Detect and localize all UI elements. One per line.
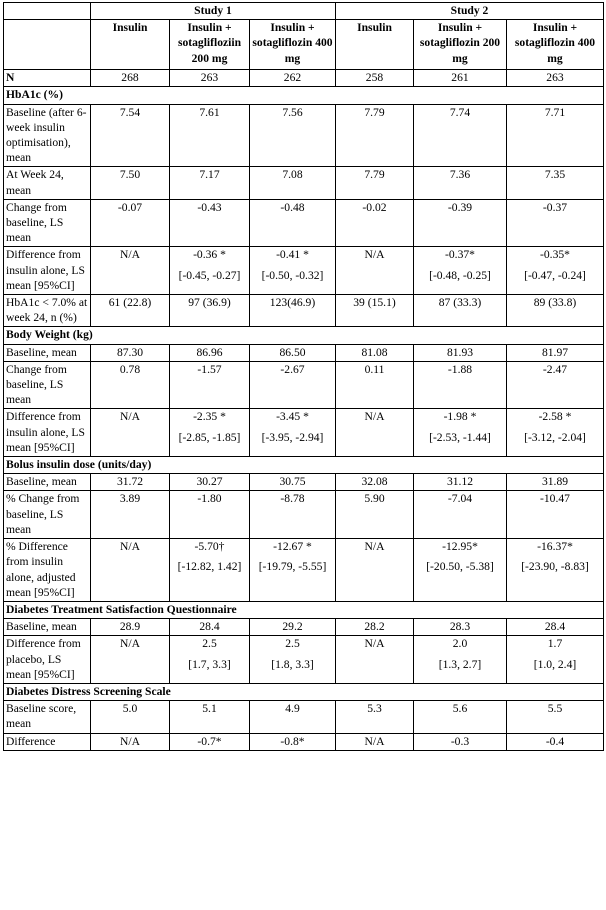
cell-estimate: 0.78 bbox=[119, 362, 141, 376]
cell-value bbox=[414, 474, 507, 491]
table-row bbox=[4, 167, 604, 199]
cell-value bbox=[507, 247, 604, 295]
table-row bbox=[4, 409, 604, 457]
row-label: Difference from placebo, LS mean [95%CI] bbox=[4, 636, 91, 684]
cell-ci: [1.3, 2.7] bbox=[438, 657, 482, 671]
cell-estimate: -0.3 bbox=[450, 734, 470, 748]
cell-estimate: 31.89 bbox=[541, 475, 569, 489]
cell-estimate: N/A bbox=[120, 248, 140, 262]
cell-estimate: -10.47 bbox=[540, 492, 570, 506]
cell-ci: [-0.45, -0.27] bbox=[178, 268, 241, 282]
cell-estimate: N/A bbox=[364, 410, 385, 424]
section-title: Diabetes Treatment Satisfaction Questionnaire bbox=[4, 601, 604, 618]
cell-value bbox=[250, 167, 336, 199]
column-header: Insulin + sotagliflozin 200 mg bbox=[414, 20, 507, 70]
row-label: % Difference from insulin alone, adjusted mean [95%CI] bbox=[4, 539, 91, 602]
row-label: Change from baseline, LS mean bbox=[4, 199, 91, 247]
cell-value bbox=[336, 474, 414, 491]
cell-value bbox=[250, 733, 336, 750]
table-row bbox=[4, 733, 604, 750]
cell-value bbox=[91, 247, 170, 295]
cell-estimate: N/A bbox=[364, 734, 385, 748]
cell-estimate: 81.08 bbox=[361, 345, 388, 359]
study-header-row bbox=[4, 3, 604, 20]
section-title: Diabetes Distress Screening Scale bbox=[4, 683, 604, 700]
cell-estimate: -2.58 * bbox=[538, 410, 572, 424]
cell-value bbox=[91, 701, 170, 733]
column-header-row bbox=[4, 20, 604, 70]
cell-estimate: 86.50 bbox=[279, 345, 306, 359]
cell-ci: [-0.47, -0.24] bbox=[524, 268, 586, 282]
cell-estimate: 28.3 bbox=[449, 620, 471, 634]
cell-value bbox=[170, 167, 250, 199]
column-header: Insulin + sotagliflozin 400 mg bbox=[250, 20, 336, 70]
section-header-hba1c bbox=[4, 87, 604, 104]
cell-estimate: -1.80 bbox=[197, 492, 222, 506]
cell-estimate: 4.9 bbox=[285, 702, 300, 716]
cell-value bbox=[414, 295, 507, 327]
n-value: 263 bbox=[170, 70, 250, 87]
cell-estimate: -0.07 bbox=[117, 200, 143, 214]
cell-estimate: N/A bbox=[120, 734, 140, 748]
cell-estimate: 97 (36.9) bbox=[188, 296, 231, 310]
cell-value bbox=[170, 409, 250, 457]
cell-value bbox=[170, 619, 250, 636]
cell-estimate: 28.4 bbox=[199, 620, 220, 634]
row-label: HbA1c < 7.0% at week 24, n (%) bbox=[4, 295, 91, 327]
cell-value bbox=[507, 361, 604, 409]
cell-value bbox=[507, 199, 604, 247]
cell-value bbox=[414, 344, 507, 361]
cell-value bbox=[250, 409, 336, 457]
cell-estimate: 7.54 bbox=[119, 105, 141, 119]
cell-estimate: 7.71 bbox=[544, 105, 566, 119]
cell-ci: [-12.82, 1.42] bbox=[177, 560, 242, 574]
cell-estimate: -12.95* bbox=[442, 540, 478, 554]
cell-ci: [1.8, 3.3] bbox=[271, 657, 314, 671]
cell-value bbox=[250, 344, 336, 361]
row-label: Baseline (after 6-week insulin optimisation), mean bbox=[4, 104, 91, 167]
cell-estimate: 5.6 bbox=[452, 702, 468, 716]
cell-estimate: 7.08 bbox=[282, 168, 303, 182]
row-label: At Week 24, mean bbox=[4, 167, 91, 199]
cell-estimate: 31.12 bbox=[446, 475, 474, 489]
cell-value bbox=[170, 491, 250, 539]
cell-value bbox=[250, 701, 336, 733]
cell-ci: [1.0, 2.4] bbox=[533, 657, 577, 671]
cell-estimate: -12.67 * bbox=[273, 540, 312, 554]
cell-value bbox=[336, 733, 414, 750]
cell-estimate: 89 (33.8) bbox=[533, 296, 577, 310]
table-row bbox=[4, 636, 604, 684]
cell-estimate: 7.79 bbox=[364, 105, 385, 119]
section-header-ddss bbox=[4, 683, 604, 700]
cell-estimate: -2.35 * bbox=[193, 410, 226, 424]
cell-value bbox=[336, 361, 414, 409]
section-header-bolus bbox=[4, 457, 604, 474]
cell-value bbox=[91, 733, 170, 750]
cell-value bbox=[414, 247, 507, 295]
n-value: 261 bbox=[414, 70, 507, 87]
cell-value bbox=[336, 491, 414, 539]
cell-value bbox=[250, 619, 336, 636]
cell-estimate: -1.98 * bbox=[443, 410, 477, 424]
cell-estimate: -3.45 * bbox=[276, 410, 309, 424]
cell-ci: [-23.90, -8.83] bbox=[521, 560, 589, 574]
cell-value bbox=[414, 361, 507, 409]
cell-estimate: 7.17 bbox=[199, 168, 220, 182]
cell-value bbox=[414, 701, 507, 733]
cell-value bbox=[170, 247, 250, 295]
cell-estimate: -0.39 bbox=[447, 200, 473, 214]
cell-value bbox=[414, 491, 507, 539]
cell-estimate: 87 (33.3) bbox=[438, 296, 482, 310]
cell-estimate: 7.35 bbox=[544, 168, 566, 182]
cell-estimate: 81.93 bbox=[446, 345, 474, 359]
cell-value bbox=[91, 474, 170, 491]
cell-value bbox=[91, 361, 170, 409]
cell-ci: [-2.85, -1.85] bbox=[178, 430, 241, 444]
cell-estimate: 3.89 bbox=[119, 492, 141, 506]
cell-estimate: 86.96 bbox=[196, 345, 223, 359]
cell-value bbox=[507, 619, 604, 636]
cell-ci: [-0.48, -0.25] bbox=[429, 268, 491, 282]
cell-value bbox=[336, 619, 414, 636]
cell-value bbox=[170, 733, 250, 750]
cell-value bbox=[414, 167, 507, 199]
cell-value bbox=[336, 295, 414, 327]
cell-estimate: -0.02 bbox=[362, 200, 387, 214]
cell-estimate: -0.35* bbox=[540, 248, 570, 262]
table-row bbox=[4, 474, 604, 491]
cell-estimate: 5.1 bbox=[202, 702, 217, 716]
table-row bbox=[4, 619, 604, 636]
cell-value bbox=[250, 361, 336, 409]
cell-estimate: -7.04 bbox=[447, 492, 473, 506]
table-row bbox=[4, 361, 604, 409]
row-label: Difference from insulin alone, LS mean [95%CI] bbox=[4, 409, 91, 457]
cell-value bbox=[414, 199, 507, 247]
cell-estimate: -0.8* bbox=[280, 734, 305, 748]
cell-ci: [-19.79, -5.55] bbox=[258, 560, 327, 574]
cell-value bbox=[250, 199, 336, 247]
cell-estimate: -0.4 bbox=[545, 734, 565, 748]
row-label: Baseline score, mean bbox=[4, 701, 91, 733]
cell-estimate: 28.4 bbox=[544, 620, 566, 634]
cell-value bbox=[91, 199, 170, 247]
cell-estimate: 7.50 bbox=[119, 168, 141, 182]
cell-value bbox=[170, 344, 250, 361]
row-label: Baseline, mean bbox=[4, 474, 91, 491]
cell-value bbox=[170, 636, 250, 684]
cell-estimate: 39 (15.1) bbox=[353, 296, 396, 310]
cell-value bbox=[414, 733, 507, 750]
cell-value bbox=[250, 247, 336, 295]
study2-header: Study 2 bbox=[336, 3, 604, 20]
cell-value bbox=[250, 539, 336, 602]
cell-estimate: 5.90 bbox=[364, 492, 385, 506]
cell-estimate: 61 (22.8) bbox=[108, 296, 152, 310]
cell-estimate: N/A bbox=[364, 540, 385, 554]
cell-estimate: -2.47 bbox=[542, 362, 568, 376]
cell-estimate: -1.57 bbox=[197, 362, 222, 376]
cell-value bbox=[507, 344, 604, 361]
cell-estimate: -0.37* bbox=[445, 248, 475, 262]
cell-value bbox=[250, 636, 336, 684]
cell-value bbox=[91, 491, 170, 539]
cell-estimate: -8.78 bbox=[280, 492, 305, 506]
cell-estimate: 5.5 bbox=[547, 702, 563, 716]
row-label: Baseline, mean bbox=[4, 619, 91, 636]
cell-estimate: 123(46.9) bbox=[269, 296, 316, 310]
cell-estimate: 2.5 bbox=[202, 637, 217, 651]
cell-value bbox=[336, 344, 414, 361]
column-header: Insulin + sotagliflozin 400 mg bbox=[507, 20, 604, 70]
cell-estimate: 5.3 bbox=[367, 702, 382, 716]
n-value: 268 bbox=[91, 70, 170, 87]
cell-estimate: 29.2 bbox=[282, 620, 303, 634]
cell-estimate: -16.37* bbox=[537, 540, 573, 554]
cell-value bbox=[507, 409, 604, 457]
cell-estimate: 28.2 bbox=[364, 620, 385, 634]
column-header: Insulin bbox=[91, 20, 170, 70]
cell-estimate: N/A bbox=[364, 637, 385, 651]
cell-value bbox=[414, 539, 507, 602]
cell-estimate: 2.0 bbox=[452, 637, 468, 651]
cell-value bbox=[170, 295, 250, 327]
cell-estimate: 28.9 bbox=[119, 620, 141, 634]
cell-estimate: 5.0 bbox=[122, 702, 138, 716]
cell-ci: [-3.12, -2.04] bbox=[524, 430, 586, 444]
cell-estimate: 0.11 bbox=[364, 362, 385, 376]
cell-value bbox=[250, 295, 336, 327]
cell-value bbox=[170, 539, 250, 602]
n-value: 262 bbox=[250, 70, 336, 87]
cell-value bbox=[170, 104, 250, 167]
cell-value bbox=[250, 474, 336, 491]
cell-value bbox=[507, 701, 604, 733]
row-label: Difference from insulin alone, LS mean [95%CI] bbox=[4, 247, 91, 295]
cell-value bbox=[91, 619, 170, 636]
cell-estimate: -0.43 bbox=[197, 200, 222, 214]
cell-value bbox=[507, 295, 604, 327]
cell-value bbox=[336, 104, 414, 167]
corner-cell bbox=[4, 3, 91, 20]
cell-value bbox=[91, 409, 170, 457]
cell-estimate: 32.08 bbox=[361, 475, 388, 489]
cell-estimate: N/A bbox=[120, 637, 140, 651]
cell-value bbox=[336, 539, 414, 602]
cell-value bbox=[91, 344, 170, 361]
cell-ci: [1.7, 3.3] bbox=[188, 657, 231, 671]
cell-estimate: 30.75 bbox=[279, 475, 306, 489]
cell-value bbox=[250, 104, 336, 167]
cell-value bbox=[170, 701, 250, 733]
cell-estimate: -2.67 bbox=[280, 362, 305, 376]
section-header-dtsq bbox=[4, 601, 604, 618]
cell-estimate: -0.7* bbox=[197, 734, 222, 748]
cell-value bbox=[336, 199, 414, 247]
cell-value bbox=[170, 361, 250, 409]
cell-estimate: N/A bbox=[120, 410, 140, 424]
column-header: Insulin bbox=[336, 20, 414, 70]
n-value: 258 bbox=[336, 70, 414, 87]
cell-value bbox=[91, 104, 170, 167]
cell-estimate: 30.27 bbox=[196, 475, 223, 489]
cell-estimate: 1.7 bbox=[547, 637, 563, 651]
cell-value bbox=[414, 104, 507, 167]
n-label: N bbox=[4, 70, 91, 87]
corner-cell bbox=[4, 20, 91, 70]
cell-value bbox=[414, 636, 507, 684]
cell-value bbox=[507, 104, 604, 167]
cell-estimate: -0.36 * bbox=[193, 248, 226, 262]
cell-value bbox=[91, 167, 170, 199]
cell-estimate: 7.61 bbox=[199, 105, 220, 119]
cell-value bbox=[507, 491, 604, 539]
cell-estimate: N/A bbox=[120, 540, 140, 554]
cell-estimate: 2.5 bbox=[285, 637, 300, 651]
cell-estimate: 81.97 bbox=[541, 345, 569, 359]
cell-estimate: -0.41 * bbox=[276, 248, 309, 262]
row-label: Change from baseline, LS mean bbox=[4, 361, 91, 409]
study1-header: Study 1 bbox=[91, 3, 336, 20]
cell-estimate: 87.30 bbox=[116, 345, 144, 359]
table-row bbox=[4, 701, 604, 733]
cell-value bbox=[91, 295, 170, 327]
row-label: Difference bbox=[4, 733, 91, 750]
cell-estimate: 7.56 bbox=[282, 105, 303, 119]
table-row bbox=[4, 104, 604, 167]
row-label: Baseline, mean bbox=[4, 344, 91, 361]
section-title: Bolus insulin dose (units/day) bbox=[4, 457, 604, 474]
cell-value bbox=[336, 167, 414, 199]
cell-value bbox=[91, 539, 170, 602]
column-header: Insulin + sotaglifloziin 200 mg bbox=[170, 20, 250, 70]
cell-value bbox=[507, 167, 604, 199]
cell-estimate: -5.70† bbox=[194, 540, 225, 554]
cell-estimate: N/A bbox=[364, 248, 385, 262]
cell-value bbox=[250, 491, 336, 539]
section-title: HbA1c (%) bbox=[4, 87, 604, 104]
results-table bbox=[3, 2, 604, 751]
cell-value bbox=[507, 636, 604, 684]
cell-value bbox=[507, 474, 604, 491]
cell-value bbox=[336, 701, 414, 733]
cell-value bbox=[336, 409, 414, 457]
cell-estimate: 7.36 bbox=[449, 168, 471, 182]
cell-ci: [-0.50, -0.32] bbox=[261, 268, 324, 282]
table-row bbox=[4, 199, 604, 247]
n-value: 263 bbox=[507, 70, 604, 87]
cell-ci: [-2.53, -1.44] bbox=[429, 430, 491, 444]
cell-ci: [-20.50, -5.38] bbox=[426, 560, 494, 574]
cell-value bbox=[414, 619, 507, 636]
cell-value bbox=[507, 733, 604, 750]
cell-estimate: 31.72 bbox=[116, 475, 144, 489]
table-row bbox=[4, 247, 604, 295]
cell-estimate: -0.37 bbox=[542, 200, 568, 214]
table-row bbox=[4, 491, 604, 539]
section-title: Body Weight (kg) bbox=[4, 327, 604, 344]
table-row bbox=[4, 295, 604, 327]
cell-value bbox=[414, 409, 507, 457]
table-row bbox=[4, 539, 604, 602]
row-label: % Change from baseline, LS mean bbox=[4, 491, 91, 539]
cell-value bbox=[91, 636, 170, 684]
section-header-weight bbox=[4, 327, 604, 344]
cell-estimate: 7.79 bbox=[364, 168, 385, 182]
cell-value bbox=[507, 539, 604, 602]
cell-value bbox=[170, 199, 250, 247]
cell-value bbox=[336, 247, 414, 295]
n-row bbox=[4, 70, 604, 87]
cell-estimate: -0.48 bbox=[280, 200, 305, 214]
cell-value bbox=[336, 636, 414, 684]
cell-estimate: -1.88 bbox=[447, 362, 473, 376]
cell-estimate: 7.74 bbox=[449, 105, 471, 119]
table-row bbox=[4, 344, 604, 361]
cell-value bbox=[170, 474, 250, 491]
cell-ci: [-3.95, -2.94] bbox=[261, 430, 324, 444]
